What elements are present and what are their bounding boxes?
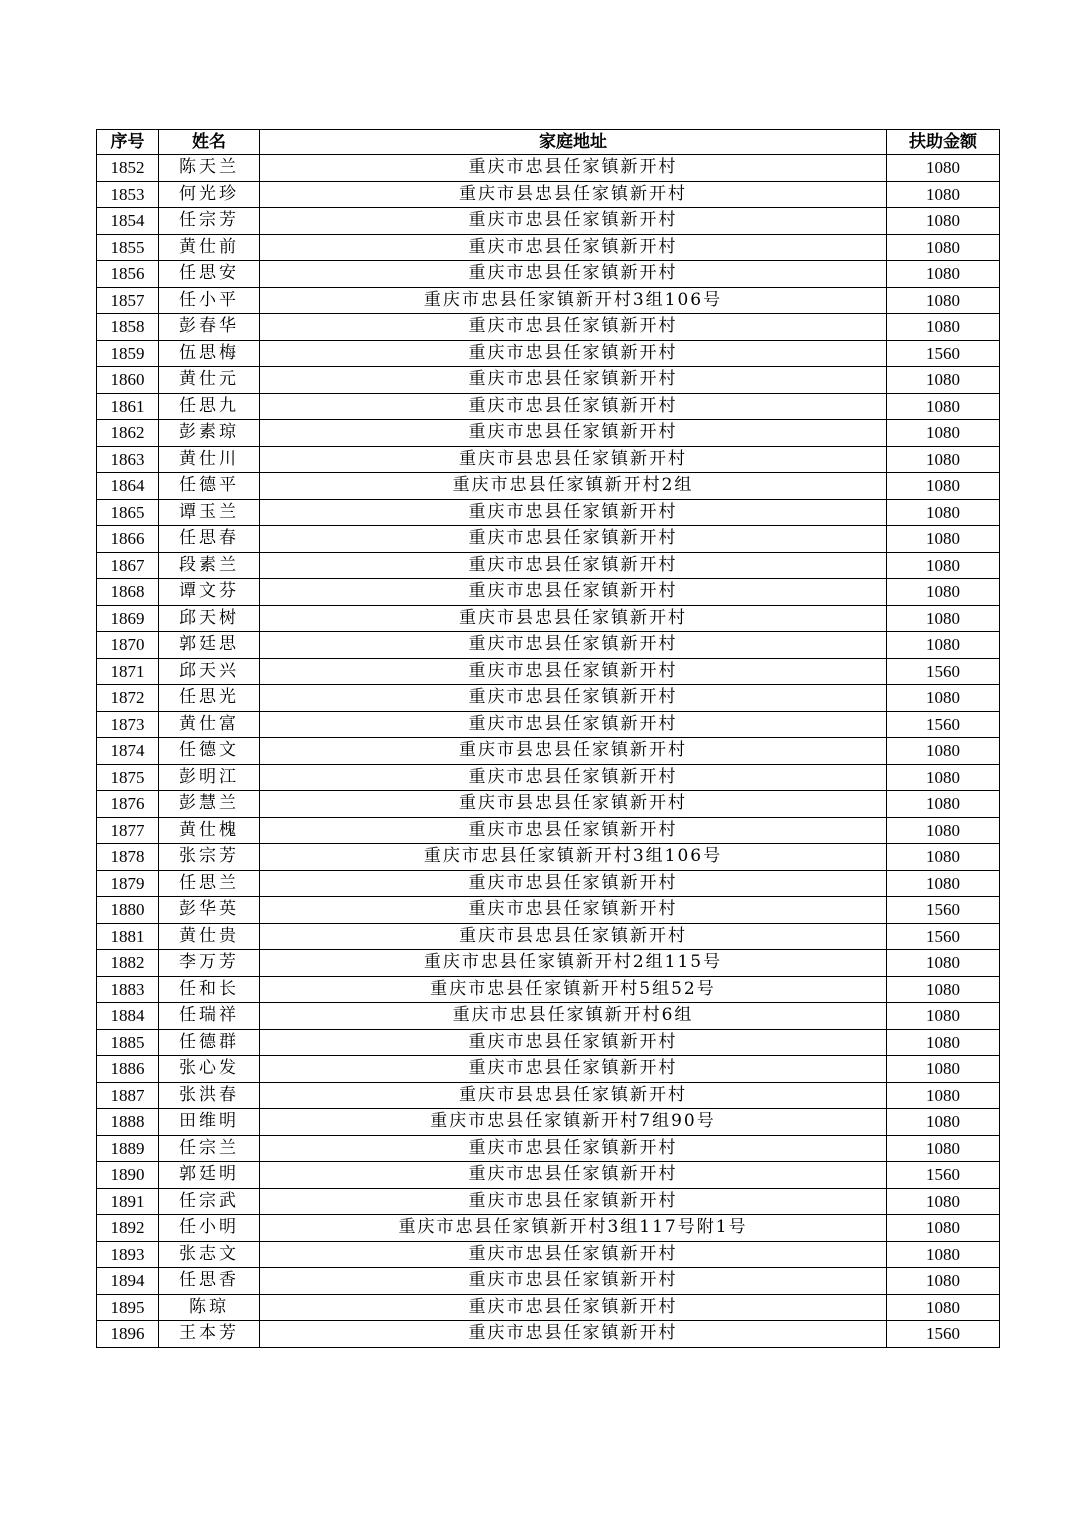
cell-address: 重庆市忠县任家镇新开村	[260, 1029, 887, 1056]
table-row	[97, 367, 1000, 394]
cell-address: 重庆市忠县任家镇新开村	[260, 420, 887, 447]
table-row	[97, 950, 1000, 977]
header-name: 姓名	[159, 130, 260, 155]
cell-name: 李万芳	[159, 950, 260, 977]
cell-seq: 1888	[97, 1109, 159, 1136]
cell-amount: 1080	[887, 287, 1000, 314]
cell-amount: 1080	[887, 870, 1000, 897]
cell-address: 重庆市忠县任家镇新开村	[260, 1294, 887, 1321]
table-row	[97, 473, 1000, 500]
cell-name: 任德文	[159, 738, 260, 765]
cell-address: 重庆市忠县任家镇新开村	[260, 499, 887, 526]
cell-seq: 1896	[97, 1321, 159, 1348]
cell-seq: 1874	[97, 738, 159, 765]
header-seq: 序号	[97, 130, 159, 155]
table-row	[97, 181, 1000, 208]
cell-name: 黄仕富	[159, 711, 260, 738]
cell-name: 彭华英	[159, 897, 260, 924]
cell-seq: 1887	[97, 1082, 159, 1109]
cell-name: 张宗芳	[159, 844, 260, 871]
cell-name: 任思春	[159, 526, 260, 553]
cell-amount: 1080	[887, 420, 1000, 447]
cell-seq: 1859	[97, 340, 159, 367]
cell-address: 重庆市忠县任家镇新开村2组115号	[260, 950, 887, 977]
table-row	[97, 870, 1000, 897]
cell-address: 重庆市忠县任家镇新开村	[260, 658, 887, 685]
cell-name: 任和长	[159, 976, 260, 1003]
cell-address: 重庆市县忠县任家镇新开村	[260, 605, 887, 632]
cell-amount: 1080	[887, 181, 1000, 208]
cell-seq: 1852	[97, 155, 159, 182]
header-address: 家庭地址	[260, 130, 887, 155]
cell-amount: 1080	[887, 1241, 1000, 1268]
cell-amount: 1080	[887, 208, 1000, 235]
cell-name: 谭玉兰	[159, 499, 260, 526]
table-row	[97, 1321, 1000, 1348]
cell-seq: 1857	[97, 287, 159, 314]
cell-name: 黄仕川	[159, 446, 260, 473]
cell-name: 任瑞祥	[159, 1003, 260, 1030]
cell-amount: 1080	[887, 1056, 1000, 1083]
cell-amount: 1560	[887, 1162, 1000, 1189]
table-row	[97, 208, 1000, 235]
cell-name: 黄仕元	[159, 367, 260, 394]
cell-name: 陈天兰	[159, 155, 260, 182]
cell-address: 重庆市忠县任家镇新开村2组	[260, 473, 887, 500]
cell-amount: 1080	[887, 685, 1000, 712]
table-row	[97, 446, 1000, 473]
cell-address: 重庆市忠县任家镇新开村	[260, 208, 887, 235]
table-row	[97, 1082, 1000, 1109]
cell-amount: 1560	[887, 923, 1000, 950]
cell-name: 任思安	[159, 261, 260, 288]
table-row	[97, 1109, 1000, 1136]
cell-amount: 1080	[887, 817, 1000, 844]
cell-seq: 1868	[97, 579, 159, 606]
cell-seq: 1872	[97, 685, 159, 712]
cell-address: 重庆市忠县任家镇新开村	[260, 393, 887, 420]
cell-name: 王本芳	[159, 1321, 260, 1348]
table-row	[97, 287, 1000, 314]
table-row	[97, 314, 1000, 341]
cell-amount: 1080	[887, 764, 1000, 791]
cell-address: 重庆市县忠县任家镇新开村	[260, 1082, 887, 1109]
cell-address: 重庆市忠县任家镇新开村3组117号附1号	[260, 1215, 887, 1242]
table-row	[97, 552, 1000, 579]
cell-seq: 1864	[97, 473, 159, 500]
cell-seq: 1890	[97, 1162, 159, 1189]
table-row	[97, 605, 1000, 632]
cell-amount: 1080	[887, 1268, 1000, 1295]
cell-amount: 1080	[887, 499, 1000, 526]
cell-name: 邱天兴	[159, 658, 260, 685]
cell-amount: 1080	[887, 446, 1000, 473]
cell-address: 重庆市县忠县任家镇新开村	[260, 446, 887, 473]
cell-address: 重庆市忠县任家镇新开村	[260, 817, 887, 844]
cell-seq: 1871	[97, 658, 159, 685]
table-row	[97, 711, 1000, 738]
cell-address: 重庆市忠县任家镇新开村	[260, 764, 887, 791]
table-row	[97, 1215, 1000, 1242]
cell-address: 重庆市忠县任家镇新开村	[260, 367, 887, 394]
cell-seq: 1893	[97, 1241, 159, 1268]
table-row	[97, 844, 1000, 871]
cell-amount: 1560	[887, 658, 1000, 685]
cell-amount: 1080	[887, 1135, 1000, 1162]
cell-address: 重庆市忠县任家镇新开村3组106号	[260, 287, 887, 314]
cell-address: 重庆市忠县任家镇新开村	[260, 897, 887, 924]
cell-amount: 1080	[887, 738, 1000, 765]
cell-seq: 1854	[97, 208, 159, 235]
cell-amount: 1080	[887, 155, 1000, 182]
cell-seq: 1881	[97, 923, 159, 950]
table-body	[97, 155, 1000, 1348]
cell-address: 重庆市忠县任家镇新开村3组106号	[260, 844, 887, 871]
table-row	[97, 923, 1000, 950]
table-row	[97, 817, 1000, 844]
cell-amount: 1560	[887, 340, 1000, 367]
cell-amount: 1080	[887, 314, 1000, 341]
table-row	[97, 1188, 1000, 1215]
cell-name: 何光珍	[159, 181, 260, 208]
cell-amount: 1080	[887, 632, 1000, 659]
table-row	[97, 764, 1000, 791]
cell-address: 重庆市忠县任家镇新开村	[260, 685, 887, 712]
table-row	[97, 1056, 1000, 1083]
cell-seq: 1855	[97, 234, 159, 261]
table-row	[97, 632, 1000, 659]
cell-amount: 1080	[887, 579, 1000, 606]
cell-seq: 1878	[97, 844, 159, 871]
cell-address: 重庆市忠县任家镇新开村	[260, 1321, 887, 1348]
cell-address: 重庆市忠县任家镇新开村	[260, 155, 887, 182]
cell-name: 任德群	[159, 1029, 260, 1056]
cell-seq: 1886	[97, 1056, 159, 1083]
cell-name: 彭明江	[159, 764, 260, 791]
cell-amount: 1080	[887, 976, 1000, 1003]
cell-seq: 1867	[97, 552, 159, 579]
cell-name: 任宗兰	[159, 1135, 260, 1162]
cell-address: 重庆市忠县任家镇新开村	[260, 870, 887, 897]
table-row	[97, 340, 1000, 367]
cell-address: 重庆市县忠县任家镇新开村	[260, 923, 887, 950]
cell-name: 彭素琼	[159, 420, 260, 447]
cell-name: 郭廷明	[159, 1162, 260, 1189]
table-row	[97, 1135, 1000, 1162]
cell-name: 彭春华	[159, 314, 260, 341]
table-row	[97, 420, 1000, 447]
table-row	[97, 1029, 1000, 1056]
cell-seq: 1895	[97, 1294, 159, 1321]
cell-name: 谭文芬	[159, 579, 260, 606]
cell-amount: 1080	[887, 1029, 1000, 1056]
cell-name: 任思香	[159, 1268, 260, 1295]
cell-amount: 1080	[887, 1082, 1000, 1109]
cell-seq: 1873	[97, 711, 159, 738]
cell-seq: 1856	[97, 261, 159, 288]
cell-name: 张志文	[159, 1241, 260, 1268]
cell-address: 重庆市忠县任家镇新开村	[260, 552, 887, 579]
cell-name: 任德平	[159, 473, 260, 500]
cell-seq: 1883	[97, 976, 159, 1003]
cell-seq: 1858	[97, 314, 159, 341]
cell-seq: 1889	[97, 1135, 159, 1162]
cell-seq: 1877	[97, 817, 159, 844]
cell-seq: 1862	[97, 420, 159, 447]
cell-name: 任思兰	[159, 870, 260, 897]
table-row	[97, 738, 1000, 765]
cell-address: 重庆市县忠县任家镇新开村	[260, 738, 887, 765]
cell-seq: 1885	[97, 1029, 159, 1056]
table-row	[97, 579, 1000, 606]
cell-amount: 1080	[887, 234, 1000, 261]
cell-address: 重庆市忠县任家镇新开村7组90号	[260, 1109, 887, 1136]
table-row	[97, 1162, 1000, 1189]
table-row	[97, 976, 1000, 1003]
cell-amount: 1080	[887, 473, 1000, 500]
cell-amount: 1080	[887, 950, 1000, 977]
cell-seq: 1870	[97, 632, 159, 659]
cell-name: 任思光	[159, 685, 260, 712]
cell-amount: 1080	[887, 1294, 1000, 1321]
header-row	[97, 130, 1000, 155]
table-row	[97, 261, 1000, 288]
cell-seq: 1891	[97, 1188, 159, 1215]
cell-seq: 1865	[97, 499, 159, 526]
cell-amount: 1080	[887, 1215, 1000, 1242]
table-row	[97, 393, 1000, 420]
cell-address: 重庆市忠县任家镇新开村5组52号	[260, 976, 887, 1003]
cell-address: 重庆市忠县任家镇新开村	[260, 234, 887, 261]
cell-amount: 1080	[887, 1109, 1000, 1136]
table-row	[97, 1241, 1000, 1268]
cell-amount: 1080	[887, 791, 1000, 818]
table-row	[97, 234, 1000, 261]
cell-name: 任思九	[159, 393, 260, 420]
cell-amount: 1080	[887, 367, 1000, 394]
cell-name: 黄仕槐	[159, 817, 260, 844]
table-row	[97, 1003, 1000, 1030]
header-amount: 扶助金额	[887, 130, 1000, 155]
cell-address: 重庆市县忠县任家镇新开村	[260, 181, 887, 208]
cell-seq: 1869	[97, 605, 159, 632]
table-row	[97, 1268, 1000, 1295]
cell-address: 重庆市忠县任家镇新开村6组	[260, 1003, 887, 1030]
cell-name: 任小平	[159, 287, 260, 314]
cell-seq: 1882	[97, 950, 159, 977]
table-row	[97, 658, 1000, 685]
table-row	[97, 1294, 1000, 1321]
cell-name: 陈琼	[159, 1294, 260, 1321]
table-header	[97, 130, 1000, 155]
cell-amount: 1080	[887, 844, 1000, 871]
cell-name: 彭慧兰	[159, 791, 260, 818]
cell-seq: 1884	[97, 1003, 159, 1030]
table-row	[97, 526, 1000, 553]
cell-name: 黄仕前	[159, 234, 260, 261]
cell-name: 田维明	[159, 1109, 260, 1136]
cell-name: 张心发	[159, 1056, 260, 1083]
cell-seq: 1880	[97, 897, 159, 924]
cell-amount: 1080	[887, 526, 1000, 553]
cell-name: 任宗芳	[159, 208, 260, 235]
beneficiary-table	[96, 129, 1000, 1348]
cell-name: 张洪春	[159, 1082, 260, 1109]
cell-seq: 1860	[97, 367, 159, 394]
cell-name: 任小明	[159, 1215, 260, 1242]
cell-amount: 1080	[887, 1003, 1000, 1030]
cell-amount: 1080	[887, 552, 1000, 579]
cell-seq: 1876	[97, 791, 159, 818]
cell-seq: 1866	[97, 526, 159, 553]
table-row	[97, 155, 1000, 182]
cell-address: 重庆市忠县任家镇新开村	[260, 340, 887, 367]
cell-address: 重庆市忠县任家镇新开村	[260, 526, 887, 553]
cell-address: 重庆市忠县任家镇新开村	[260, 1241, 887, 1268]
table-row	[97, 791, 1000, 818]
cell-amount: 1560	[887, 711, 1000, 738]
cell-address: 重庆市忠县任家镇新开村	[260, 1188, 887, 1215]
cell-seq: 1892	[97, 1215, 159, 1242]
cell-seq: 1863	[97, 446, 159, 473]
cell-seq: 1894	[97, 1268, 159, 1295]
cell-amount: 1080	[887, 393, 1000, 420]
cell-address: 重庆市忠县任家镇新开村	[260, 711, 887, 738]
cell-seq: 1861	[97, 393, 159, 420]
table-row	[97, 897, 1000, 924]
cell-address: 重庆市忠县任家镇新开村	[260, 632, 887, 659]
cell-name: 黄仕贵	[159, 923, 260, 950]
cell-name: 任宗武	[159, 1188, 260, 1215]
cell-address: 重庆市忠县任家镇新开村	[260, 314, 887, 341]
cell-address: 重庆市忠县任家镇新开村	[260, 1056, 887, 1083]
cell-seq: 1853	[97, 181, 159, 208]
table-row	[97, 685, 1000, 712]
cell-address: 重庆市忠县任家镇新开村	[260, 579, 887, 606]
cell-name: 段素兰	[159, 552, 260, 579]
cell-seq: 1879	[97, 870, 159, 897]
cell-amount: 1560	[887, 1321, 1000, 1348]
cell-amount: 1080	[887, 1188, 1000, 1215]
cell-address: 重庆市忠县任家镇新开村	[260, 1162, 887, 1189]
cell-name: 伍思梅	[159, 340, 260, 367]
cell-amount: 1080	[887, 261, 1000, 288]
cell-seq: 1875	[97, 764, 159, 791]
cell-amount: 1560	[887, 897, 1000, 924]
table-row	[97, 499, 1000, 526]
cell-amount: 1080	[887, 605, 1000, 632]
cell-address: 重庆市忠县任家镇新开村	[260, 1268, 887, 1295]
cell-name: 郭廷思	[159, 632, 260, 659]
cell-name: 邱天树	[159, 605, 260, 632]
cell-address: 重庆市忠县任家镇新开村	[260, 261, 887, 288]
cell-address: 重庆市县忠县任家镇新开村	[260, 791, 887, 818]
cell-address: 重庆市忠县任家镇新开村	[260, 1135, 887, 1162]
